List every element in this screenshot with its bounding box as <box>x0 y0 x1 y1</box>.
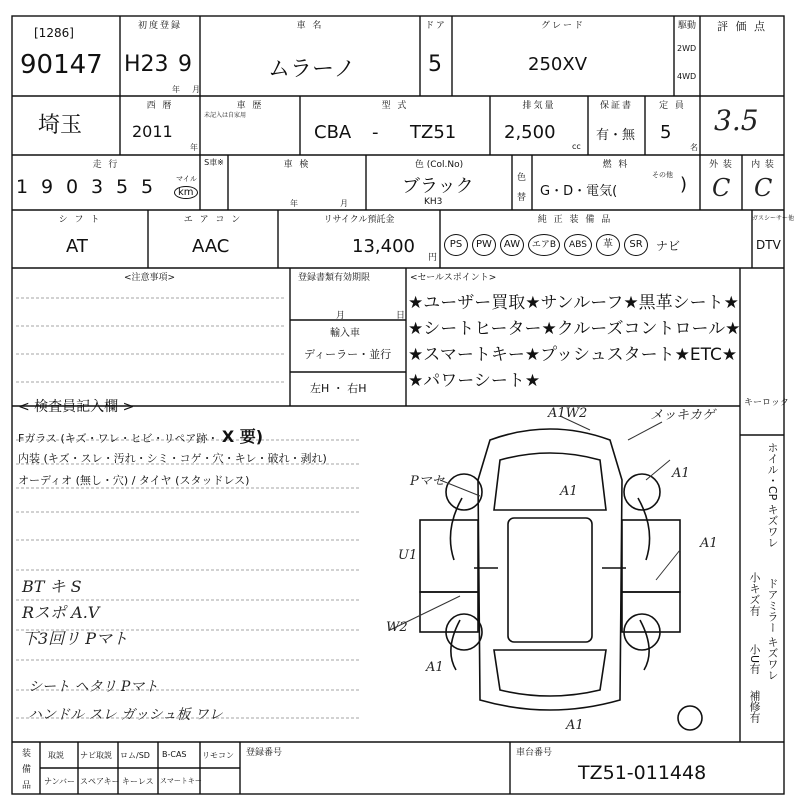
inspection-month-unit: 月 <box>340 199 348 208</box>
hand-note: 下3回リ Pマト <box>22 629 129 648</box>
sales-label: <セールスポイント> <box>410 273 497 283</box>
diagram-note: A1 <box>672 466 690 481</box>
first-reg-month: 9 <box>178 52 192 77</box>
car-diagram <box>370 400 738 740</box>
s-car-label: S車※ <box>204 158 224 167</box>
chassis-number: TZ51-011448 <box>578 762 707 784</box>
equip-aw: AW <box>500 234 524 256</box>
fuel-close: ) <box>680 174 688 195</box>
diagram-note: A1 <box>566 718 584 733</box>
lot-label: [1286] <box>34 26 74 40</box>
history-note: 未記入は自家用 <box>204 112 247 119</box>
fuel-label: 燃 料 <box>602 160 630 170</box>
diagram-note: A1 <box>560 484 578 499</box>
footer-item: スマートキー <box>160 777 202 785</box>
equip-leather: 革 <box>596 234 620 256</box>
equip-ps: PS <box>444 234 468 256</box>
person-unit: 名 <box>690 143 698 152</box>
footer-item: スペアキー <box>80 777 120 786</box>
western-year-unit: 年 <box>190 143 198 152</box>
notes-label: <注意事項> <box>124 273 176 283</box>
score-label: 評 価 点 <box>717 20 767 33</box>
inspection-label: 車 検 <box>283 160 311 170</box>
month-unit: 月 <box>192 85 200 94</box>
interior-grade: C <box>754 174 773 202</box>
color-value: ブラック <box>402 176 474 197</box>
recycle-label: リサイクル預託金 <box>323 215 395 225</box>
western-year: 2011 <box>132 122 173 141</box>
hand-note: ハンドル スレ ガッシュ板 ワレ <box>28 707 223 723</box>
mileage-digit: 0 <box>66 176 79 198</box>
footer-item: リモコン <box>202 751 234 760</box>
sales-point: ★スマートキー★プッシュスタート★ETC★ <box>408 345 738 365</box>
color-label: 色 (Col.No) <box>414 160 464 170</box>
fuel-value: G・D・電気( <box>540 184 618 199</box>
keylock-label: キーロック <box>744 398 789 408</box>
recycle-value: 13,400 <box>352 236 415 257</box>
equipment-list <box>444 234 680 256</box>
right-note: 小キズ有 <box>748 572 761 616</box>
capacity-value: 5 <box>660 122 672 143</box>
mileage-digit: 9 <box>41 176 54 198</box>
equip-pw: PW <box>472 234 496 256</box>
right-note: 小U有 <box>748 644 761 675</box>
inspector-glass-line <box>18 424 263 447</box>
doors-label: ドア <box>425 21 447 31</box>
diagram-note: W2 <box>386 620 408 635</box>
footer-item: キーレス <box>122 777 154 786</box>
doors-value: 5 <box>428 52 442 77</box>
mileage-digit: 5 <box>141 176 154 198</box>
lot-number: 90147 <box>20 50 103 80</box>
reg-month: 月 <box>336 311 346 321</box>
warranty-value: 有・無 <box>596 128 636 143</box>
yen-unit: 円 <box>428 253 438 263</box>
mileage-digit: 1 <box>16 176 29 198</box>
warranty-label: 保証書 <box>599 101 633 111</box>
import-label: 輸入車 <box>330 328 360 339</box>
glass-mark: X 要) <box>221 427 264 446</box>
model-name: ムラーノ <box>268 57 356 82</box>
reg-number-label: 登録番号 <box>246 748 283 758</box>
shift-label: シ フ ト <box>58 215 102 225</box>
inspector-audio-line: オーディオ (無し・穴) / タイヤ (スタッドレス) <box>18 474 250 487</box>
footer-item: 取説 <box>48 751 64 760</box>
unit-mile: マイル <box>176 175 197 183</box>
grade-label: グレード <box>540 21 585 31</box>
right-note: ホイル・CP キズワレ <box>766 442 779 548</box>
chassis-label: 車台番号 <box>516 748 553 758</box>
exterior-grade: C <box>712 174 731 202</box>
first-reg-era: H23 <box>124 52 169 77</box>
mileage-label: 走 行 <box>92 160 120 170</box>
footer-label-3: 品 <box>22 781 32 791</box>
diagram-note: U1 <box>398 548 418 563</box>
hand-note: シート ヘタリ Pマト <box>28 679 159 695</box>
diagram-note: Pマセ <box>410 474 445 489</box>
first-reg-label: 初度登録 <box>137 21 182 31</box>
equip-airbag: エアB <box>528 234 560 256</box>
mileage-digit: 3 <box>91 176 104 198</box>
dealer-parallel: ディーラー・並行 <box>304 348 392 361</box>
sales-point: ★パワーシート★ <box>408 371 541 391</box>
capacity-label: 定 員 <box>659 101 686 111</box>
type-label: 型 式 <box>381 101 409 111</box>
unit-km: km <box>174 186 198 199</box>
inspector-title: < 検査員記入欄 > <box>18 399 135 415</box>
diagram-note: A1W2 <box>548 406 588 421</box>
steering-side: 左H ・ 右H <box>310 382 367 395</box>
fuel-other: その他 <box>652 171 673 179</box>
glass-text: Fガラス (キズ・ワレ・ヒビ・リペア跡・ <box>18 432 219 445</box>
footer-label-2: 備 <box>22 765 32 775</box>
hand-note: BT キ S <box>22 577 82 596</box>
type-prefix: CBA <box>314 122 352 143</box>
drive-label: 駆動 <box>677 21 696 31</box>
right-note: 補修有 <box>748 690 761 723</box>
equipment-label: 純 正 装 備 品 <box>537 215 613 225</box>
aircon-label: エ ア コ ン <box>183 215 243 225</box>
interior-label: 内 装 <box>751 160 775 170</box>
model-label: 車 名 <box>296 21 324 31</box>
region: 埼玉 <box>38 113 83 138</box>
displacement-label: 排気量 <box>522 101 556 111</box>
equip-dtv: DTV <box>756 238 781 252</box>
footer-item: ナンバー <box>44 777 76 786</box>
mileage-digit: 5 <box>116 176 129 198</box>
year-unit: 年 <box>172 85 180 94</box>
right-note: ドアミラー キズワレ <box>766 578 779 681</box>
type-dash: - <box>372 122 379 143</box>
type-code: TZ51 <box>410 122 457 143</box>
inspection-year-unit: 年 <box>290 199 298 208</box>
equip-sunroof: SR <box>624 234 648 256</box>
equip-abs: ABS <box>564 234 592 256</box>
inspector-interior-line: 内装 (キズ・スレ・汚れ・シミ・コゲ・穴・キレ・破れ・剥れ) <box>18 452 327 465</box>
color-code: KH3 <box>424 197 443 207</box>
drive-2wd: 2WD <box>677 44 697 53</box>
western-year-label: 西 暦 <box>146 101 174 111</box>
reg-day: 日 <box>396 311 406 321</box>
exterior-label: 外 装 <box>709 160 733 170</box>
recolor-label-1: 色 <box>517 173 527 183</box>
mileage-digits <box>16 176 166 198</box>
footer-item: ナビ取説 <box>80 751 112 760</box>
diagram-note: メッキカゲ <box>650 408 716 423</box>
diagram-note: A1 <box>426 660 444 675</box>
history-label: 車 歴 <box>236 101 264 111</box>
diagram-note: A1 <box>700 536 718 551</box>
drive-4wd: 4WD <box>677 72 697 81</box>
footer-item: ロム/SD <box>120 751 150 760</box>
sales-point: ★シートヒーター★クルーズコントロール★ <box>408 319 741 339</box>
grade-value: 250XV <box>528 54 588 75</box>
hand-note: Rスポ A.V <box>22 603 100 622</box>
shift-value: AT <box>66 236 88 257</box>
score-value: 3.5 <box>714 104 759 137</box>
footer-label-1: 装 <box>22 749 32 759</box>
recolor-label-2: 替 <box>517 193 527 203</box>
footer-item: B-CAS <box>162 750 187 759</box>
reg-expiry-label: 登録書類有効期限 <box>298 273 371 283</box>
displacement-value: 2,500 <box>504 122 556 143</box>
aircon-value: AAC <box>192 236 230 257</box>
cc-unit: cc <box>572 142 581 151</box>
keyless-top-label: ガスシーサー他 <box>752 215 795 222</box>
equip-navi: ナビ <box>656 238 681 253</box>
sales-point: ★ユーザー買取★サンルーフ★黒革シート★ <box>408 293 739 313</box>
